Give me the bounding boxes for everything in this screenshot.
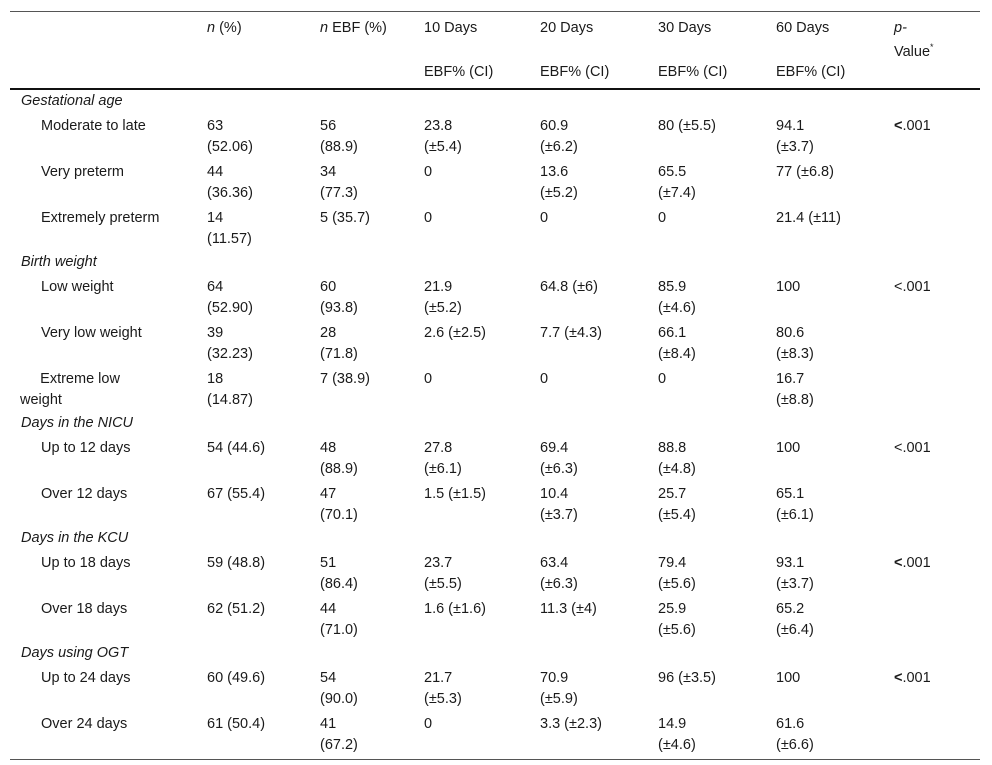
row-label: Low weight: [41, 279, 114, 295]
table-body: [10, 89, 980, 760]
table-row: [10, 596, 980, 642]
header-60-days: 60 Days: [776, 12, 894, 64]
ebf-d30-cell: 25.9 (±5.6): [658, 601, 696, 638]
ebf-table: [10, 11, 980, 760]
n-ebf-cell: 44 (71.0): [320, 601, 358, 638]
ebf-table-container: [10, 11, 980, 760]
ebf-d20-cell: 11.3 (±4): [540, 601, 597, 617]
p-value-cell: <.001: [894, 440, 931, 456]
n-percent-cell: 44 (36.36): [207, 164, 253, 201]
row-label: Up to 18 days: [41, 555, 131, 571]
p-value-cell: <.001: [894, 279, 931, 295]
ebf-d30-cell: 65.5 (±7.4): [658, 164, 696, 201]
table-row: [10, 366, 980, 412]
row-label: Up to 12 days: [41, 440, 131, 456]
table-row: [10, 320, 980, 366]
header-n-percent: n (%): [207, 12, 320, 64]
n-percent-cell: 39 (32.23): [207, 325, 253, 362]
ebf-d60-cell: 65.2 (±6.4): [776, 601, 814, 638]
row-label: Over 18 days: [41, 601, 128, 617]
table-row: [10, 274, 980, 320]
ebf-d60-cell: 21.4 (±11): [776, 210, 841, 226]
n-percent-cell: 14 (11.57): [207, 210, 252, 247]
group-header-row: [10, 251, 980, 274]
ebf-d20-cell: 70.9 (±5.9): [540, 670, 578, 707]
ebf-d10-cell: 0: [424, 711, 540, 760]
ebf-d30-cell: 0: [658, 210, 667, 226]
ebf-d20-cell: 60.9 (±6.2): [540, 118, 578, 155]
row-label: Extreme low weight: [20, 371, 120, 408]
row-label: Over 24 days: [10, 711, 207, 760]
row-label: Up to 24 days: [41, 670, 131, 686]
row-label: Over 12 days: [41, 486, 128, 502]
ebf-d10-cell: 0: [424, 371, 433, 387]
ebf-d60-cell: 100: [776, 440, 801, 456]
header-30-days: 30 Days: [658, 12, 776, 64]
p-value-cell: [894, 205, 980, 251]
ebf-d20-cell: 7.7 (±4.3): [540, 325, 602, 341]
group-header-row: [10, 642, 980, 665]
ebf-d10-cell: 0: [424, 210, 433, 226]
n-percent-cell: 54 (44.6): [207, 440, 266, 456]
group-title: Days using OGT: [21, 645, 129, 661]
ebf-d30-cell: 14.9 (±4.6): [658, 711, 776, 760]
ebf-d60-cell: 80.6 (±8.3): [776, 325, 814, 362]
row-label: Very preterm: [41, 164, 124, 180]
table-row: [10, 481, 980, 527]
table-row: [10, 113, 980, 159]
ebf-d30-cell: 66.1 (±8.4): [658, 325, 696, 362]
ebf-d20-cell: 0: [540, 371, 549, 387]
n-ebf-cell: 47 (70.1): [320, 486, 358, 523]
n-ebf-cell: 28 (71.8): [320, 325, 358, 362]
header-p-value: p- Value*: [894, 12, 980, 64]
ebf-d30-cell: 96 (±3.5): [658, 670, 716, 686]
ebf-d10-cell: 27.8 (±6.1): [424, 440, 462, 477]
table-row: [10, 711, 980, 760]
n-ebf-cell: 41 (67.2): [320, 711, 424, 760]
n-ebf-cell: 34 (77.3): [320, 164, 358, 201]
group-header-row: [10, 412, 980, 435]
row-label: Extremely preterm: [41, 210, 160, 226]
p-value-cell: [894, 366, 980, 412]
ebf-d10-cell: 1.6 (±1.6): [424, 601, 486, 617]
p-value-cell: <.001: [894, 118, 931, 134]
n-percent-cell: 63 (52.06): [207, 118, 253, 155]
n-ebf-cell: 51 (86.4): [320, 555, 358, 592]
group-title: Birth weight: [21, 254, 97, 270]
n-percent-cell: 18 (14.87): [207, 371, 253, 408]
header-ebf-ci-60: EBF% (CI): [776, 63, 894, 89]
header-10-days: 10 Days: [424, 12, 540, 64]
n-ebf-cell: 7 (38.9): [320, 371, 370, 387]
group-header-row: [10, 527, 980, 550]
ebf-d20-cell: 0: [540, 210, 549, 226]
n-percent-cell: 62 (51.2): [207, 601, 266, 617]
n-percent-cell: 61 (50.4): [207, 711, 320, 760]
ebf-d20-cell: 64.8 (±6): [540, 279, 598, 295]
ebf-d30-cell: 85.9 (±4.6): [658, 279, 696, 316]
n-ebf-cell: 56 (88.9): [320, 118, 358, 155]
ebf-d30-cell: 0: [658, 371, 667, 387]
p-value-cell: [894, 320, 980, 366]
ebf-d10-cell: 0: [424, 164, 433, 180]
ebf-d10-cell: 23.8 (±5.4): [424, 118, 462, 155]
ebf-d60-cell: 100: [776, 279, 801, 295]
ebf-d30-cell: 25.7 (±5.4): [658, 486, 696, 523]
p-value-cell: [894, 159, 980, 205]
header-empty: [10, 12, 207, 64]
ebf-d30-cell: 80 (±5.5): [658, 118, 716, 134]
ebf-d60-cell: 93.1 (±3.7): [776, 555, 814, 592]
n-ebf-cell: 48 (88.9): [320, 440, 358, 477]
n-ebf-cell: 5 (35.7): [320, 210, 370, 226]
table-row: [10, 205, 980, 251]
n-ebf-cell: 54 (90.0): [320, 670, 358, 707]
n-percent-cell: 64 (52.90): [207, 279, 253, 316]
header-ebf-ci-30: EBF% (CI): [658, 63, 776, 89]
ebf-d30-cell: 88.8 (±4.8): [658, 440, 696, 477]
ebf-d20-cell: 13.6 (±5.2): [540, 164, 578, 201]
ebf-d60-cell: 61.6 (±6.6): [776, 711, 894, 760]
header-n-ebf: n EBF (%): [320, 12, 424, 64]
ebf-d60-cell: 94.1 (±3.7): [776, 118, 814, 155]
table-row: [10, 665, 980, 711]
group-header-row: [10, 89, 980, 113]
p-value-cell: [894, 711, 980, 760]
row-label: Very low weight: [41, 325, 142, 341]
header-20-days: 20 Days: [540, 12, 658, 64]
p-value-cell: [894, 481, 980, 527]
table-header: [10, 12, 980, 90]
group-title: Days in the NICU: [21, 415, 134, 431]
p-value-cell: <.001: [894, 555, 931, 571]
n-percent-cell: 59 (48.8): [207, 555, 266, 571]
ebf-d60-cell: 77 (±6.8): [776, 164, 834, 180]
ebf-d60-cell: 16.7 (±8.8): [776, 371, 814, 408]
header-ebf-ci-20: EBF% (CI): [540, 63, 658, 89]
ebf-d60-cell: 100: [776, 670, 801, 686]
ebf-d20-cell: 69.4 (±6.3): [540, 440, 578, 477]
row-label: Moderate to late: [41, 118, 146, 134]
ebf-d10-cell: 21.9 (±5.2): [424, 279, 462, 316]
n-percent-cell: 60 (49.6): [207, 670, 266, 686]
header-ebf-ci-10: EBF% (CI): [424, 63, 540, 89]
p-value-cell: [894, 596, 980, 642]
ebf-d30-cell: 79.4 (±5.6): [658, 555, 696, 592]
table-row: [10, 435, 980, 481]
ebf-d60-cell: 65.1 (±6.1): [776, 486, 814, 523]
ebf-d10-cell: 1.5 (±1.5): [424, 486, 486, 502]
group-title: Days in the KCU: [21, 530, 129, 546]
group-title: Gestational age: [21, 93, 123, 109]
p-value-cell: <.001: [894, 670, 931, 686]
ebf-d10-cell: 23.7 (±5.5): [424, 555, 462, 592]
ebf-d10-cell: 21.7 (±5.3): [424, 670, 462, 707]
n-percent-cell: 67 (55.4): [207, 486, 266, 502]
ebf-d10-cell: 2.6 (±2.5): [424, 325, 486, 341]
ebf-d20-cell: 3.3 (±2.3): [540, 711, 658, 760]
ebf-d20-cell: 63.4 (±6.3): [540, 555, 578, 592]
n-ebf-cell: 60 (93.8): [320, 279, 358, 316]
ebf-d20-cell: 10.4 (±3.7): [540, 486, 578, 523]
table-row: [10, 159, 980, 205]
table-row: [10, 550, 980, 596]
